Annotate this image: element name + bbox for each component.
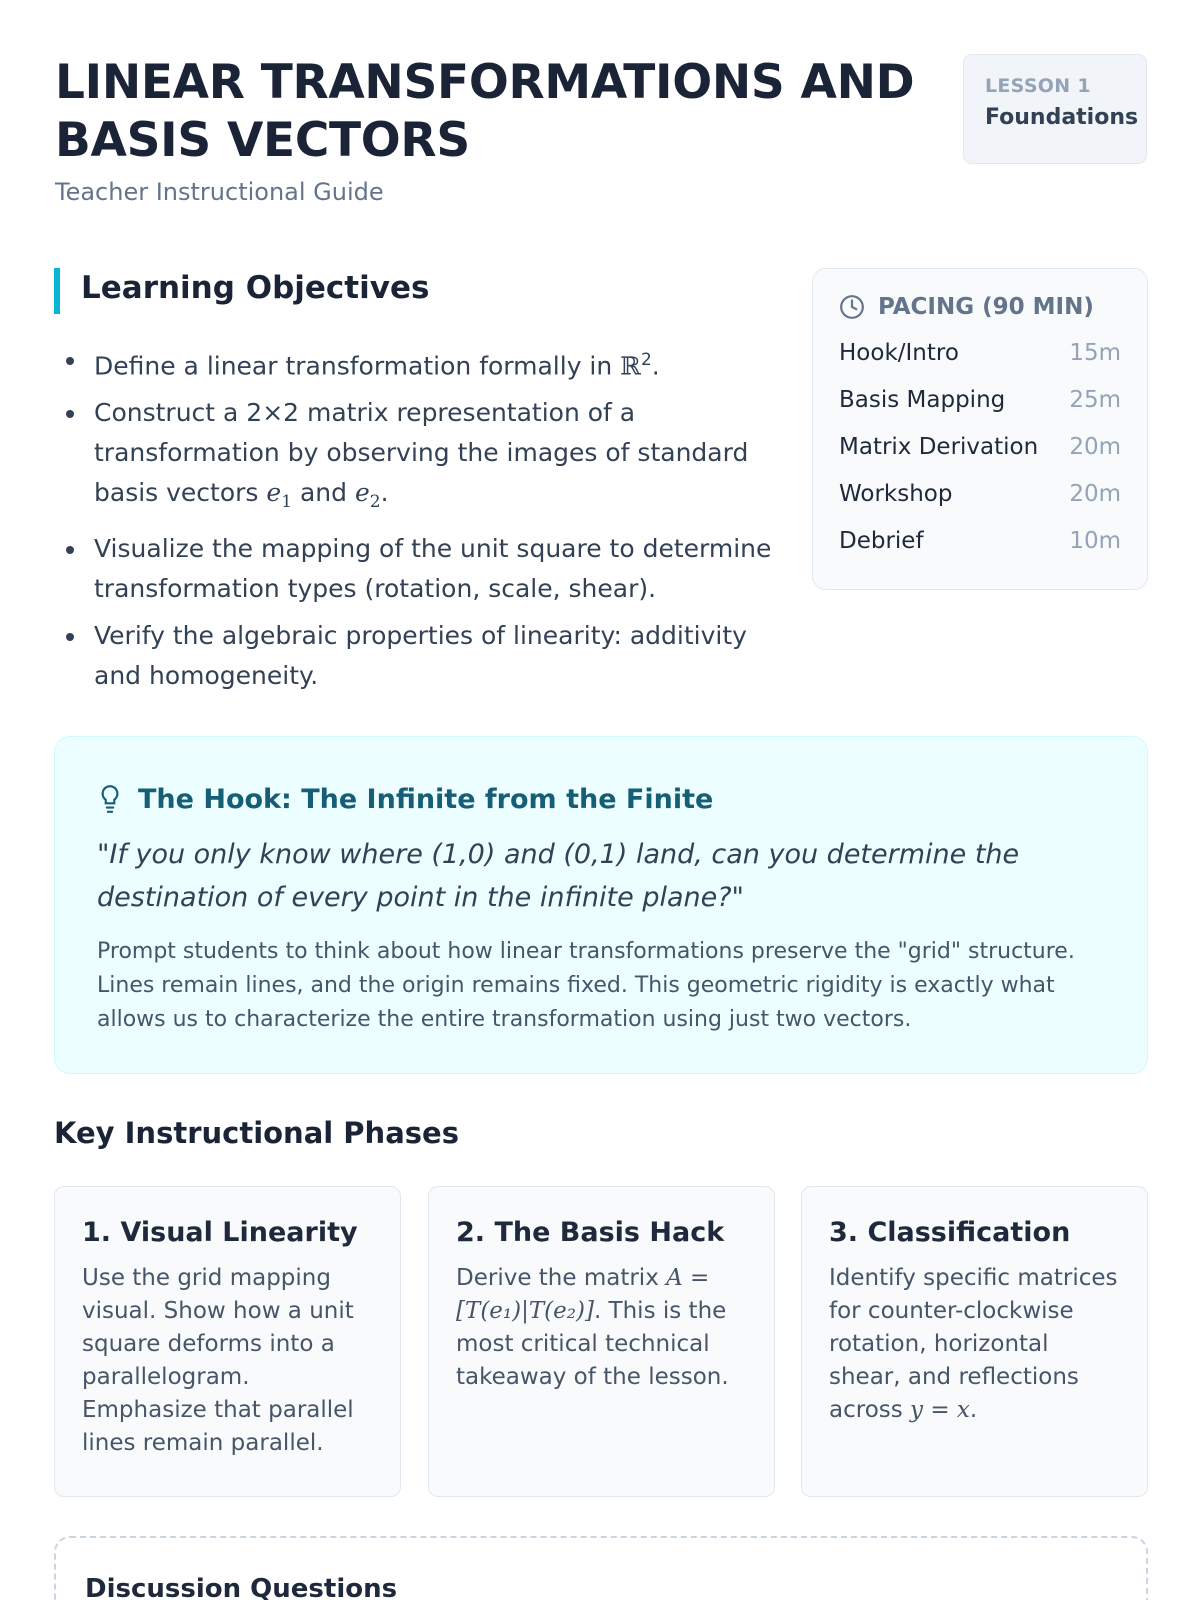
hook-body: Prompt students to think about how linear transformations preserve the "grid" structure. Lines remain lines, and the origin remains fixed. This geometric rigidity is exactly what allows us to characterize the entire transformation using just two vectors.	[97, 939, 1075, 1032]
objectives-heading: Learning Objectives	[81, 270, 430, 306]
discussion-section	[54, 1536, 1148, 1600]
hook-callout	[54, 736, 1148, 1074]
lightbulb-icon	[97, 783, 123, 815]
hook-quote: "If you only know where (1,0) and (0,1) land, can you determine the destination of every point in the infinite plane?"	[97, 839, 1020, 913]
page-subtitle: Teacher Instructional Guide	[55, 178, 384, 206]
pacing-heading: PACING (90 MIN)	[878, 294, 1094, 320]
pacing-card	[812, 268, 1148, 590]
pacing-row: Hook/Intro 15m	[839, 340, 1121, 366]
phase-title: 2. The Basis Hack	[456, 1217, 725, 1248]
hook-header	[97, 783, 1107, 815]
phase-title: 1. Visual Linearity	[82, 1217, 358, 1248]
objective-item: Construct a 2×2 matrix representation of a transformation by observing the images of standard basis vectors $e_1$ and $e_2$.	[66, 393, 786, 522]
objective-item: Visualize the mapping of the unit square to determine transformation types (rotation, scale, shear).	[66, 529, 786, 609]
math-reals: ℝ	[620, 351, 641, 381]
pacing-row: Workshop 20m	[839, 481, 1121, 507]
phase-card-basis-hack	[428, 1186, 775, 1497]
math-e1: e	[266, 478, 282, 508]
discussion-heading: Discussion Questions	[85, 1574, 398, 1600]
lesson-badge-value: Foundations	[985, 105, 1139, 130]
phase-body: Use the grid mapping visual. Show how a unit square deforms into a parallelogram. Emphasize that parallel lines remain parallel.	[82, 1265, 354, 1456]
phase-body: Derive the matrix A = [T(e₁)|T(e₂)]. This is the most critical technical takeaway of the lesson.	[456, 1265, 729, 1390]
hook-heading: The Hook: The Infinite from the Finite	[138, 783, 714, 815]
pacing-row: Debrief 10m	[839, 528, 1121, 554]
lesson-badge	[963, 54, 1147, 164]
math-formula: y = x	[910, 1397, 970, 1423]
page-title	[55, 54, 915, 170]
phases-heading: Key Instructional Phases	[54, 1116, 459, 1150]
pacing-header	[839, 294, 1121, 320]
page-title-line-2: BASIS VECTORS	[55, 113, 470, 168]
objective-item: Define a linear transformation formally in ℝ$^2$.	[66, 340, 786, 386]
math-formula: A = [T(e₁)|T(e₂)]	[456, 1265, 710, 1324]
lesson-badge-label: LESSON 1	[985, 75, 1091, 97]
objectives-list	[66, 340, 786, 703]
phase-title: 3. Classification	[829, 1217, 1071, 1248]
objectives-accent-bar	[54, 268, 60, 314]
pacing-row: Matrix Derivation 20m	[839, 434, 1121, 460]
phase-body: Identify specific matrices for counter-clockwise rotation, horizontal shear, and reflections across y = x.	[829, 1265, 1118, 1423]
pacing-row: Basis Mapping 25m	[839, 387, 1121, 413]
page-title-line-1: LINEAR TRANSFORMATIONS AND	[55, 55, 915, 110]
math-e2: e	[354, 478, 370, 508]
clock-icon	[839, 294, 865, 320]
phase-card-visual-linearity	[54, 1186, 401, 1497]
phase-card-classification	[801, 1186, 1148, 1497]
objective-item: Verify the algebraic properties of linearity: additivity and homogeneity.	[66, 616, 786, 696]
